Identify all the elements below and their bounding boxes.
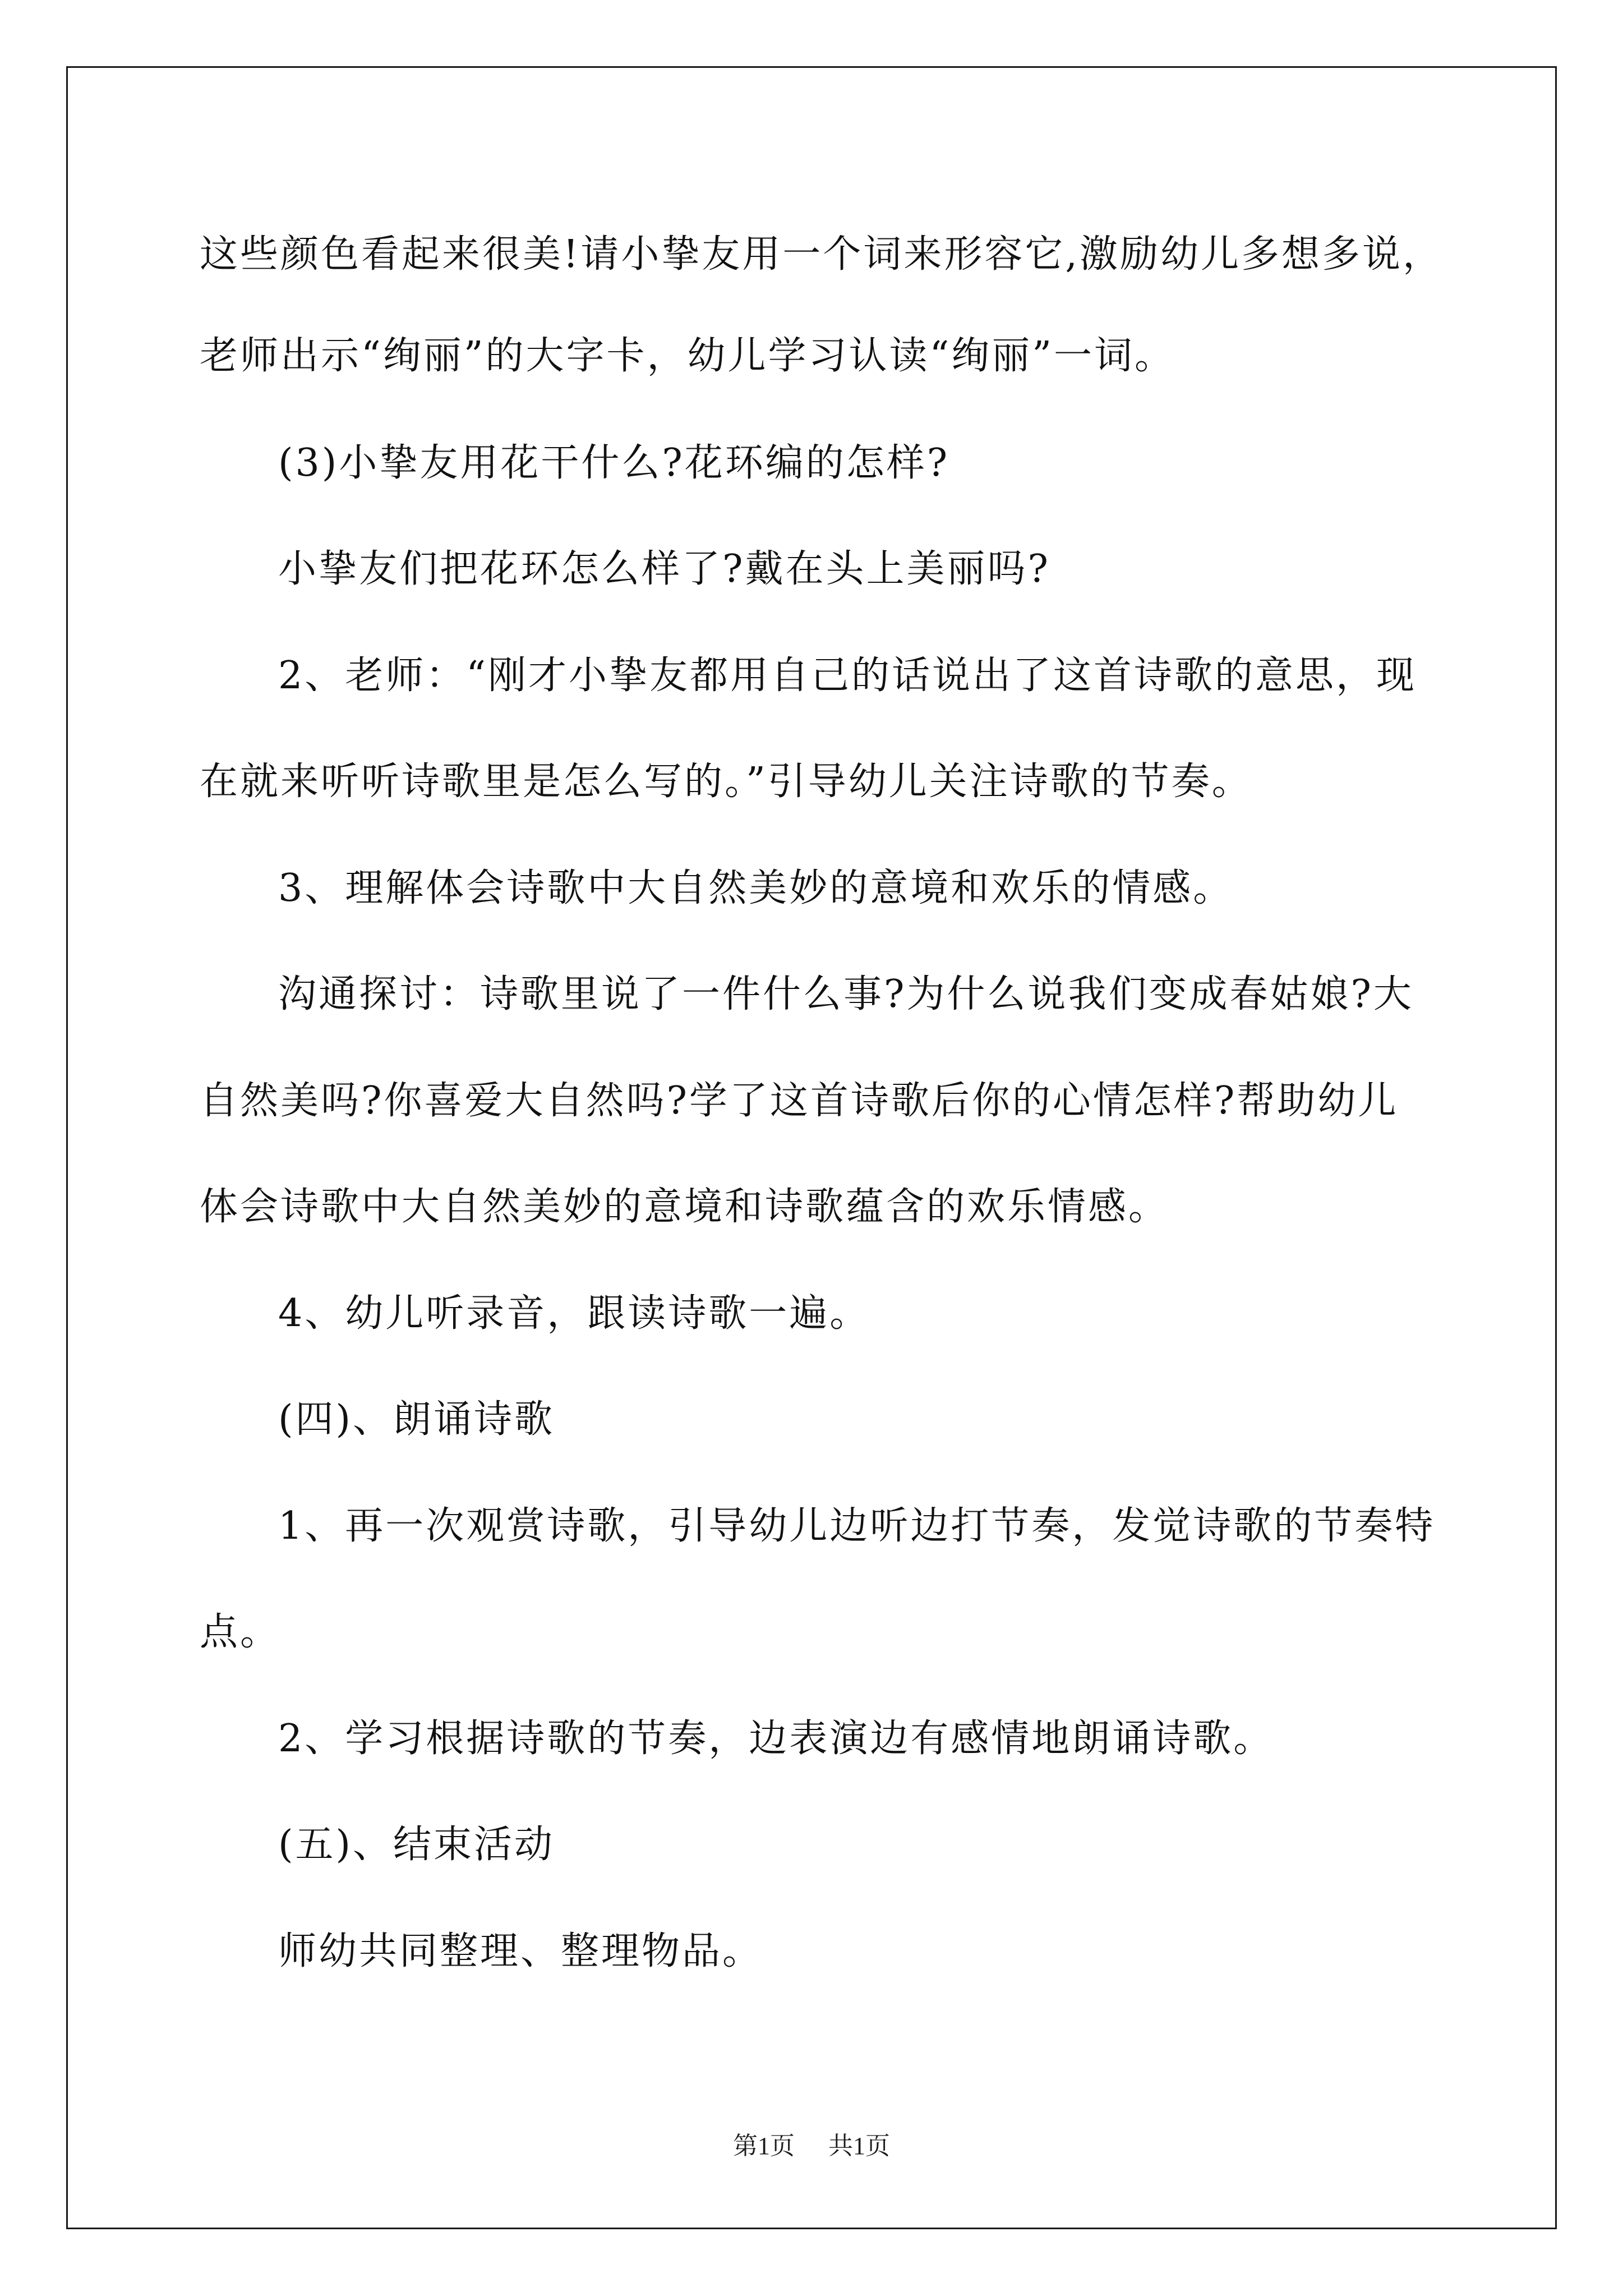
text-line: 在就来听听诗歌里是怎么写的。”引导幼儿关注诗歌的节奏。 xyxy=(200,760,1252,804)
section-heading: (四)、朗诵诗歌 xyxy=(278,1397,555,1442)
text-line: 3、理解体会诗歌中大自然美妙的意境和欢乐的情感。 xyxy=(278,866,1234,910)
text-line: 小挚友们把花环怎么样了?戴在头上美丽吗? xyxy=(278,547,1050,591)
text-line: 这些颜色看起来很美!请小挚友用一个词来形容它,激励幼儿多想多说， xyxy=(200,232,1443,277)
text-line: 点。 xyxy=(200,1610,281,1654)
text-line: 师幼共同整理、整理物品。 xyxy=(278,1929,763,1973)
text-line: 自然美吗?你喜爱大自然吗?学了这首诗歌后你的心情怎样?帮助幼儿 xyxy=(200,1079,1399,1123)
text-line: 沟通探讨：诗歌里说了一件什么事?为什么说我们变成春姑娘?大 xyxy=(278,972,1414,1016)
text-line: 4、幼儿听录音，跟读诗歌一遍。 xyxy=(278,1291,870,1336)
text-line: 老师出示“绚丽”的大字卡，幼儿学习认读“绚丽”一词。 xyxy=(200,334,1175,378)
page-border xyxy=(66,66,1557,2229)
page-number: 第1页 xyxy=(733,2132,795,2160)
text-line: 2、学习根据诗歌的节奏，边表演边有感情地朗诵诗歌。 xyxy=(278,1717,1274,1761)
section-heading: (五)、结束活动 xyxy=(278,1823,555,1867)
text-line: 体会诗歌中大自然美妙的意境和诗歌蕴含的欢乐情感。 xyxy=(200,1185,1169,1229)
text-line: (3)小挚友用花干什么?花环编的怎样? xyxy=(278,441,950,485)
text-line: 1、再一次观赏诗歌，引导幼儿边听边打节奏，发觉诗歌的节奏特 xyxy=(278,1504,1436,1548)
text-line: 2、老师：“刚才小挚友都用自己的话说出了这首诗歌的意思，现 xyxy=(278,654,1417,698)
page-footer xyxy=(0,2131,1623,2162)
page-total: 共1页 xyxy=(828,2132,890,2160)
